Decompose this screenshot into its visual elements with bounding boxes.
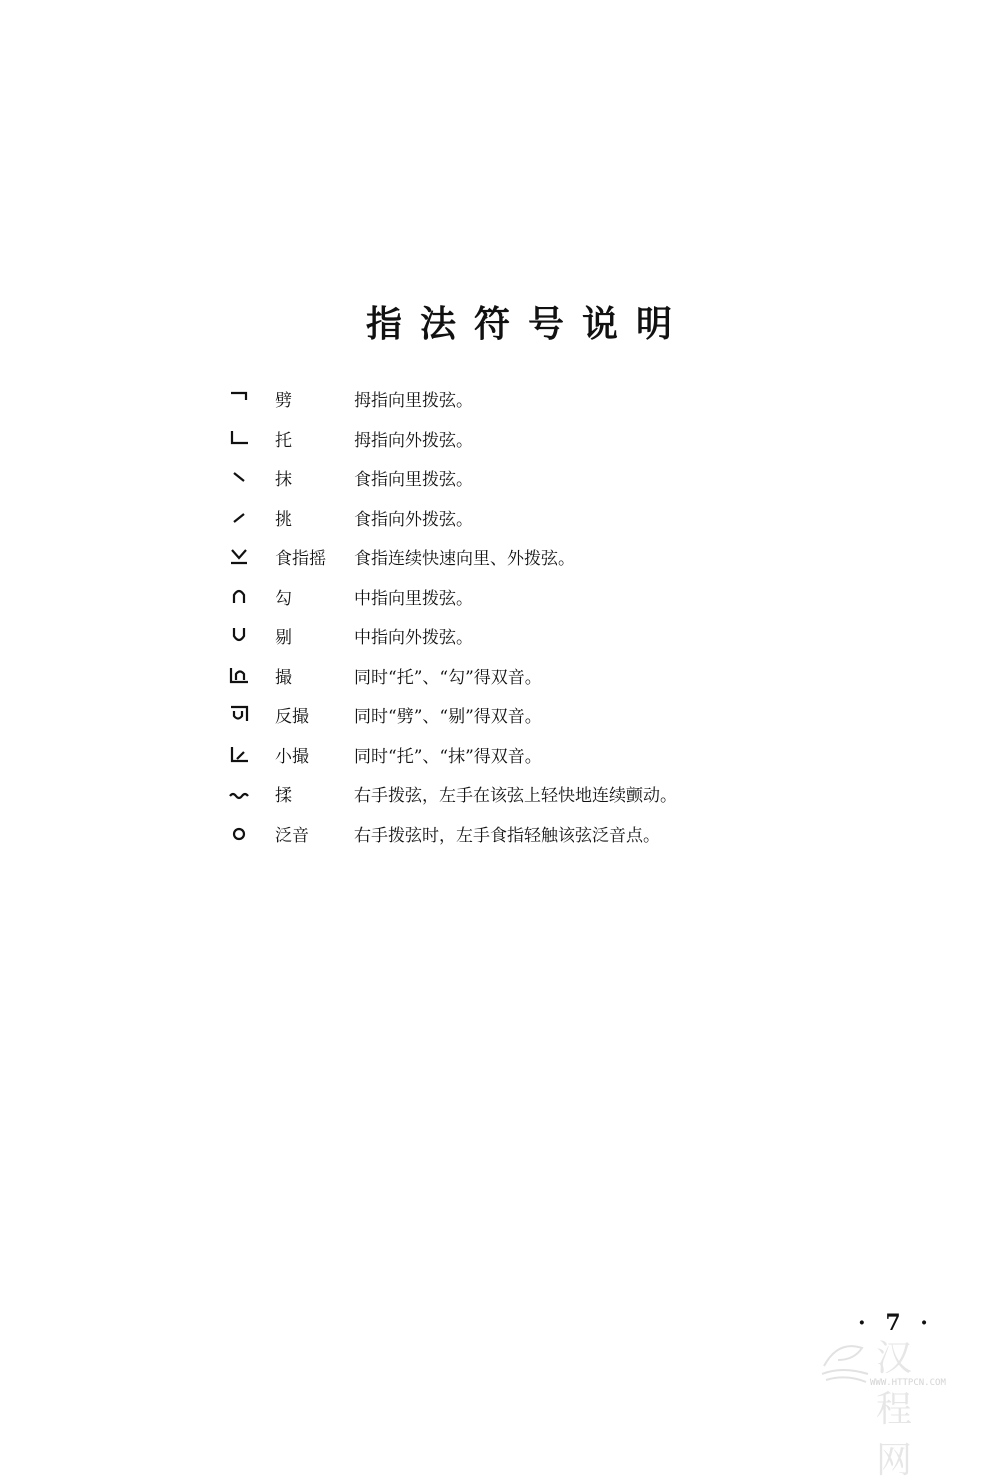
technique-description: 同时“托”、“勾”得双音。 bbox=[354, 667, 542, 688]
technique-description: 食指向外拨弦。 bbox=[354, 509, 473, 530]
yao-icon bbox=[228, 545, 252, 567]
tiao-icon bbox=[228, 506, 252, 528]
symbol-row bbox=[228, 383, 828, 413]
watermark bbox=[818, 1330, 946, 1481]
symbol-row bbox=[228, 620, 828, 650]
symbol-row bbox=[228, 660, 828, 690]
die-icon bbox=[228, 624, 252, 646]
technique-description: 右手拨弦时，左手食指轻触该弦泛音点。 bbox=[354, 825, 660, 846]
symbol-row bbox=[228, 462, 828, 492]
technique-description: 拇指向里拨弦。 bbox=[354, 391, 473, 411]
symbol-row bbox=[228, 502, 828, 532]
symbol-row bbox=[228, 423, 828, 453]
gou-icon bbox=[228, 585, 252, 607]
technique-name: 撮 bbox=[275, 667, 292, 688]
pi-icon bbox=[228, 387, 252, 409]
watermark-logo-icon bbox=[818, 1330, 874, 1386]
page-title: 指法符号说明 bbox=[365, 303, 690, 345]
technique-name: 小撮 bbox=[275, 746, 309, 767]
technique-description: 食指向里拨弦。 bbox=[354, 470, 473, 490]
mo-icon bbox=[228, 466, 252, 488]
fancuo-icon bbox=[228, 703, 252, 725]
technique-description: 拇指向外拨弦。 bbox=[354, 430, 473, 451]
technique-name: 揉 bbox=[275, 786, 292, 806]
technique-name: 勾 bbox=[275, 588, 292, 609]
technique-name: 劈 bbox=[275, 391, 292, 411]
technique-description: 右手拨弦，左手在该弦上轻快地连续颤动。 bbox=[354, 786, 677, 806]
technique-name: 挑 bbox=[275, 509, 292, 530]
technique-name: 泛音 bbox=[275, 825, 309, 846]
page-number: · 7 · bbox=[858, 1310, 934, 1336]
rou-icon bbox=[228, 782, 252, 804]
technique-description: 中指向里拨弦。 bbox=[354, 588, 473, 609]
xiaocuo-icon bbox=[228, 743, 252, 765]
harmonic-icon bbox=[228, 822, 252, 844]
symbol-row bbox=[228, 739, 828, 769]
technique-description: 同时“托”、“抹”得双音。 bbox=[354, 746, 542, 767]
cuo-icon bbox=[228, 664, 252, 686]
symbol-row bbox=[228, 699, 828, 729]
tuo-icon bbox=[228, 427, 252, 449]
symbol-row bbox=[228, 581, 828, 611]
technique-name: 托 bbox=[275, 430, 292, 451]
technique-name: 食指摇 bbox=[275, 549, 326, 569]
technique-name: 反撮 bbox=[275, 707, 309, 727]
technique-description: 同时“劈”、“剔”得双音。 bbox=[354, 707, 542, 727]
technique-description: 食指连续快速向里、外拨弦。 bbox=[354, 549, 575, 569]
technique-description: 中指向外拨弦。 bbox=[354, 628, 473, 648]
symbol-row bbox=[228, 541, 828, 571]
technique-name: 抹 bbox=[275, 470, 292, 490]
symbol-row bbox=[228, 778, 828, 808]
symbol-row bbox=[228, 818, 828, 848]
technique-name: 剔 bbox=[275, 628, 292, 648]
watermark-url: WWW.HTTPCN.COM bbox=[870, 1378, 946, 1388]
watermark-text: 汉程网 bbox=[876, 1338, 913, 1481]
